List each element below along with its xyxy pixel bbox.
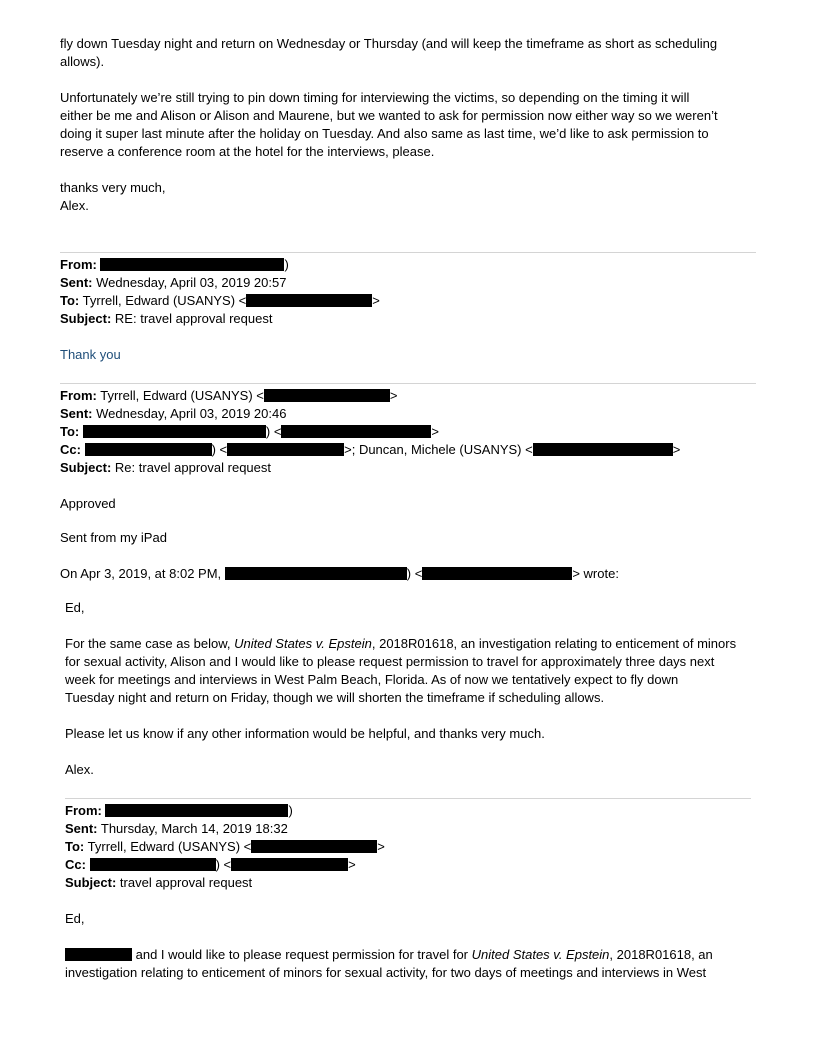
sent-label: Sent: bbox=[60, 406, 93, 421]
intro-paragraph-line: reserve a conference room at the hotel for the interviews, please. bbox=[60, 144, 435, 159]
to-label: To: bbox=[60, 424, 80, 439]
redaction-block bbox=[264, 389, 390, 402]
redaction-block bbox=[251, 840, 377, 853]
header-divider bbox=[65, 798, 751, 799]
header-divider bbox=[60, 383, 756, 384]
sent-date: Thursday, March 14, 2019 18:32 bbox=[100, 821, 288, 836]
redaction-block bbox=[533, 443, 673, 456]
case-name: United States v. Epstein bbox=[234, 636, 372, 651]
sent-from-device: Sent from my iPad bbox=[60, 530, 167, 545]
quoted-greeting: Ed, bbox=[65, 600, 85, 615]
from-suffix: ) bbox=[288, 803, 293, 818]
quoted-paragraph-line bbox=[65, 635, 736, 653]
redaction-block bbox=[246, 294, 372, 307]
email3-greeting: Ed, bbox=[65, 911, 85, 926]
intro-paragraph-line: Unfortunately we’re still trying to pin down timing for interviewing the victims, so depending on the timing it will bbox=[60, 90, 690, 105]
redaction-block bbox=[100, 258, 284, 271]
redaction-block bbox=[281, 425, 431, 438]
email1-body: Thank you bbox=[60, 347, 121, 362]
intro-line: fly down Tuesday night and return on Wednesday or Thursday (and will keep the timeframe as short as scheduling bbox=[60, 36, 718, 51]
email3-paragraph-line bbox=[65, 946, 713, 964]
wrote-mid: ) < bbox=[406, 566, 423, 581]
wrote-prefix: On Apr 3, 2019, at 8:02 PM, bbox=[60, 566, 222, 581]
redaction-block bbox=[85, 443, 212, 456]
cc-suffix: > bbox=[348, 857, 356, 872]
intro-paragraph-line: doing it super last minute after the holiday on Tuesday. And also same as last time, we’d like to ask permission to bbox=[60, 126, 709, 141]
subject-text: travel approval request bbox=[119, 875, 253, 890]
cc-suffix: > bbox=[672, 442, 681, 457]
to-recipient: Tyrrell, Edward (USANYS) < bbox=[82, 293, 247, 308]
intro-paragraph-line: either be me and Alison or Alison and Maurene, but we wanted to ask for permission now either way so we weren’t bbox=[60, 108, 718, 123]
to-recipient: Tyrrell, Edward (USANYS) < bbox=[87, 839, 252, 854]
quoted-text: , 2018R01618, an investigation relating to enticement of minors bbox=[371, 636, 737, 651]
email1-to-line bbox=[60, 292, 380, 310]
cc-mid2: >; Duncan, Michele (USANYS) < bbox=[344, 442, 533, 457]
email2-sent-line bbox=[60, 405, 286, 423]
to-mid: ) < bbox=[265, 424, 282, 439]
to-suffix: > bbox=[431, 424, 440, 439]
email3-paragraph-line: investigation relating to enticement of minors for sexual activity, for two days of meetings and interviews in West bbox=[65, 965, 707, 980]
wrote-suffix: > wrote: bbox=[572, 566, 619, 581]
subject-label: Subject: bbox=[60, 311, 112, 326]
email3-text: , 2018R01618, an bbox=[609, 947, 713, 962]
email3-subject-line bbox=[65, 874, 252, 892]
to-label: To: bbox=[60, 293, 80, 308]
to-suffix: > bbox=[377, 839, 385, 854]
redaction-block bbox=[83, 425, 266, 438]
to-suffix: > bbox=[372, 293, 380, 308]
header-divider bbox=[60, 252, 756, 253]
subject-text: Re: travel approval request bbox=[114, 460, 272, 475]
subject-label: Subject: bbox=[60, 460, 112, 475]
from-sender: Tyrrell, Edward (USANYS) < bbox=[100, 388, 264, 403]
redaction-block bbox=[422, 567, 572, 580]
cc-label: Cc: bbox=[60, 442, 81, 457]
signature: Alex. bbox=[60, 198, 89, 213]
from-label: From: bbox=[60, 257, 97, 272]
email2-body: Approved bbox=[60, 496, 116, 511]
quoted-paragraph-line: for sexual activity, Alison and I would like to please request permission to travel for approximately three days next bbox=[65, 654, 715, 669]
email3-to-line bbox=[65, 838, 385, 856]
redaction-block bbox=[105, 804, 288, 817]
email2-subject-line bbox=[60, 459, 271, 477]
cc-mid: ) < bbox=[211, 442, 228, 457]
cc-label: Cc: bbox=[65, 857, 86, 872]
sent-date: Wednesday, April 03, 2019 20:57 bbox=[96, 275, 287, 290]
to-label: To: bbox=[65, 839, 85, 854]
redaction-block bbox=[225, 567, 407, 580]
email1-sent-line bbox=[60, 274, 286, 292]
quoted-text: For the same case as below, bbox=[65, 636, 235, 651]
quoted-paragraph-line: week for meetings and interviews in West Palm Beach, Florida. As of now we tentatively expect to fly down bbox=[65, 672, 679, 687]
email2-from-line bbox=[60, 387, 397, 405]
quoted-signature: Alex. bbox=[65, 762, 94, 777]
redaction-block bbox=[231, 858, 348, 871]
intro-line: allows). bbox=[60, 54, 105, 69]
redaction-block bbox=[227, 443, 344, 456]
from-suffix: ) bbox=[284, 257, 289, 272]
email2-to-line bbox=[60, 423, 439, 441]
email3-from-line bbox=[65, 802, 293, 820]
case-name: United States v. Epstein bbox=[471, 947, 610, 962]
signoff: thanks very much, bbox=[60, 180, 166, 195]
subject-label: Subject: bbox=[65, 875, 117, 890]
from-label: From: bbox=[65, 803, 102, 818]
redaction-block bbox=[90, 858, 216, 871]
sent-label: Sent: bbox=[65, 821, 98, 836]
redaction-block bbox=[65, 948, 132, 961]
email3-cc-line bbox=[65, 856, 356, 874]
sent-label: Sent: bbox=[60, 275, 93, 290]
from-label: From: bbox=[60, 388, 97, 403]
email1-from-line bbox=[60, 256, 289, 274]
cc-mid: ) < bbox=[215, 857, 232, 872]
email1-subject-line bbox=[60, 310, 272, 328]
email3-sent-line bbox=[65, 820, 288, 838]
quote-attribution bbox=[60, 565, 619, 583]
quoted-paragraph-line: Please let us know if any other information would be helpful, and thanks very much. bbox=[65, 726, 545, 741]
subject-text: RE: travel approval request bbox=[114, 311, 273, 326]
email3-text: and I would like to please request permission for travel for bbox=[132, 947, 472, 962]
email2-cc-line bbox=[60, 441, 680, 459]
quoted-paragraph-line: Tuesday night and return on Friday, though we will shorten the timeframe if scheduling allows. bbox=[65, 690, 605, 705]
from-suffix: > bbox=[389, 388, 398, 403]
sent-date: Wednesday, April 03, 2019 20:46 bbox=[96, 406, 287, 421]
